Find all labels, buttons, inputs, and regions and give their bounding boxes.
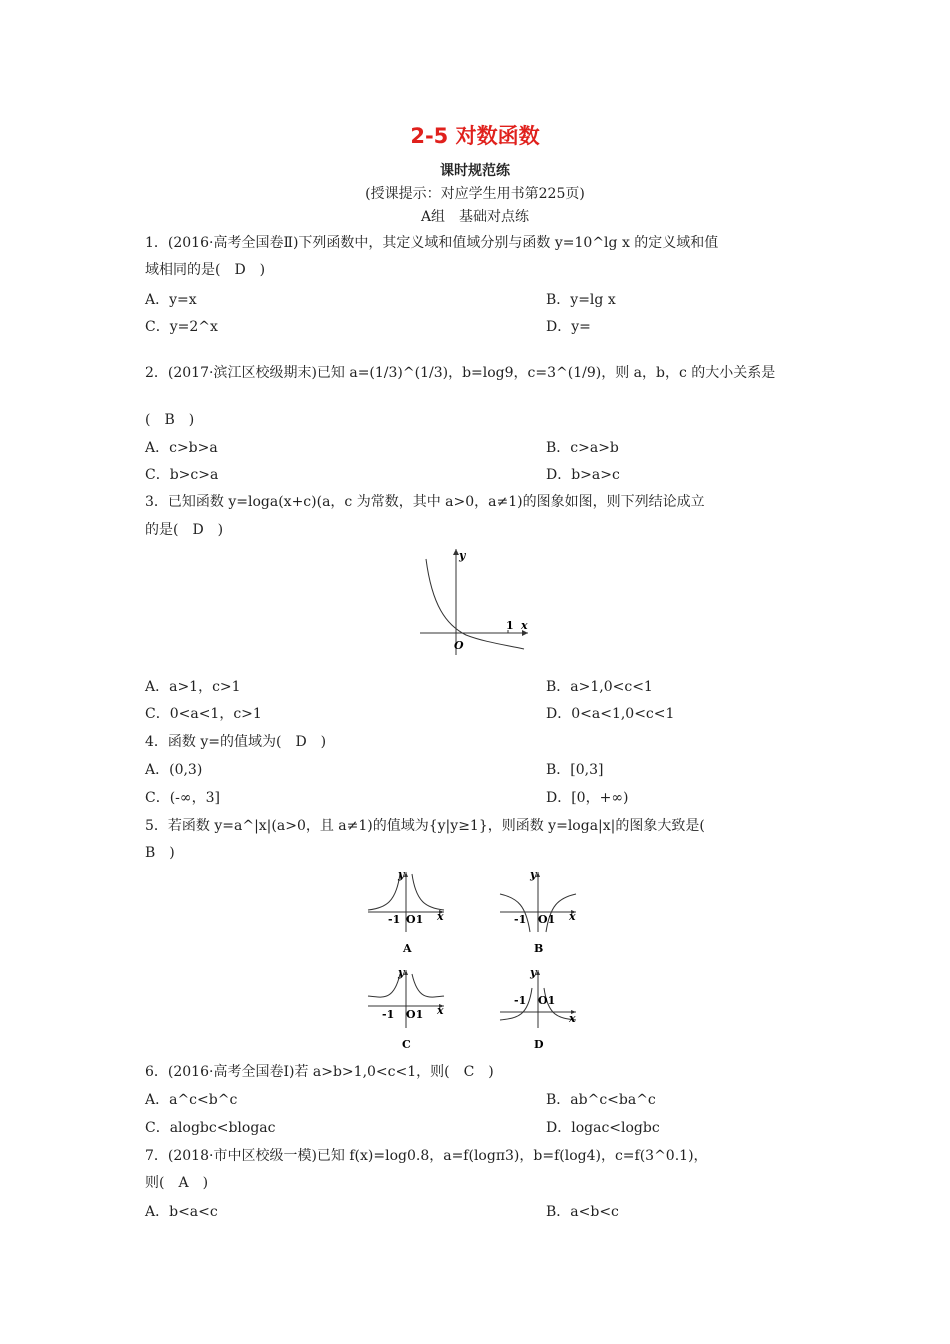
question-1-stem: 1．(2016·高考全国卷Ⅱ)下列函数中，其定义域和值域分别与函数 y=10^lg x 的定义域和值 [145, 235, 719, 251]
q5-label-b: B [534, 942, 544, 955]
question-4-option-d: D．[0，+∞) [546, 790, 629, 806]
question-2-option-d: D．b>a>c [546, 467, 620, 483]
question-7-option-a: A．b<a<c [145, 1204, 218, 1220]
q5c-origin-one: O1 [406, 1008, 424, 1021]
question-1-stem-cont: 域相同的是( D ) [145, 262, 266, 278]
question-3-graph [418, 545, 530, 657]
q5c-x-label: x [437, 1004, 444, 1017]
q5b-y-label: y [530, 868, 537, 881]
q5c-y-label: y [398, 966, 405, 979]
q5b-origin-one: O1 [538, 913, 556, 926]
textbook-hint: (授课提示：对应学生用书第225页) [365, 186, 585, 202]
question-3-option-b: B．a>1,0<c<1 [546, 679, 653, 695]
q3-y-label: y [459, 549, 466, 562]
question-1-option-c: C．y=2^x [145, 319, 218, 335]
question-2-stem: 2．(2017·滨江区校级期末)已知 a=(1/3)^(1/3)，b=log9，c=3^(1/9)，则 a，b，c 的大小关系是 [145, 365, 776, 381]
question-3-stem: 3．已知函数 y=loga(x+c)(a，c 为常数，其中 a>0，a≠1)的图象如图，则下列结论成立 [145, 494, 705, 510]
q5c-neg-one: -1 [382, 1008, 395, 1021]
question-3-option-c: C．0<a<1，c>1 [145, 706, 262, 722]
q5d-neg-one: -1 [514, 994, 527, 1007]
q5-label-d: D [534, 1038, 544, 1051]
question-2-option-c: C．b>c>a [145, 467, 219, 483]
q5-label-a: A [403, 942, 412, 955]
q5b-neg-one: -1 [514, 913, 527, 926]
question-3-stem-cont: 的是( D ) [145, 522, 224, 538]
question-1-option-a: A．y=x [145, 292, 197, 308]
question-6-option-c: C．alogbc<blogac [145, 1120, 276, 1136]
q5d-x-label: x [569, 1012, 576, 1025]
question-6-option-a: A．a^c<b^c [145, 1092, 238, 1108]
q3-one-label: 1 [506, 619, 514, 632]
question-4-option-a: A．(0,3) [145, 762, 203, 778]
q3-x-label: x [521, 619, 528, 632]
question-7-option-b: B．a<b<c [546, 1204, 619, 1220]
question-6-stem: 6．(2016·高考全国卷Ⅰ)若 a>b>1,0<c<1，则( C ) [145, 1064, 494, 1080]
question-5-stem-cont: B ) [145, 845, 175, 861]
question-5-graph-b [498, 868, 580, 956]
q5a-neg-one: -1 [388, 913, 401, 926]
question-2-option-a: A．c>b>a [145, 440, 218, 456]
question-1-option-d: D．y= [546, 319, 591, 335]
question-1-option-b: B．y=lg x [546, 292, 616, 308]
question-5-graph-c [366, 966, 448, 1054]
question-5-graph-a [366, 868, 448, 956]
q5-label-c: C [402, 1038, 411, 1051]
question-6-option-b: B．ab^c<ba^c [546, 1092, 656, 1108]
question-6-option-d: D．logac<logbc [546, 1120, 660, 1136]
q5d-origin-one: O1 [538, 994, 556, 1007]
question-2-stem-cont: ( B ) [145, 412, 195, 428]
q5d-y-label: y [530, 966, 537, 979]
q5a-y-label: y [398, 868, 405, 881]
page-title: 2-5 对数函数 [410, 124, 540, 148]
question-4-stem: 4．函数 y=的值域为( D ) [145, 734, 327, 750]
question-3-option-d: D．0<a<1,0<c<1 [546, 706, 675, 722]
question-5-graph-d [498, 966, 580, 1054]
question-4-option-c: C．(-∞，3] [145, 790, 220, 806]
q3-origin-label: O [454, 639, 464, 652]
question-7-stem: 7．(2018·市中区校级一模)已知 f(x)=log0.8，a=f(logπ3)，b=f(log4)，c=f(3^0.1)， [145, 1148, 708, 1164]
q5a-x-label: x [437, 910, 444, 923]
question-3-option-a: A．a>1，c>1 [145, 679, 241, 695]
question-4-option-b: B．[0,3] [546, 762, 604, 778]
question-5-stem: 5．若函数 y=a^|x|(a>0，且 a≠1)的值域为{y|y≥1}，则函数 y=loga|x|的图象大致是( [145, 818, 705, 834]
page-subtitle: 课时规范练 [440, 163, 510, 179]
question-7-stem-cont: 则( A ) [145, 1175, 209, 1191]
q5a-origin-one: O1 [406, 913, 424, 926]
group-heading: A组 基础对点练 [420, 209, 530, 225]
q5b-x-label: x [569, 910, 576, 923]
question-2-option-b: B．c>a>b [546, 440, 619, 456]
